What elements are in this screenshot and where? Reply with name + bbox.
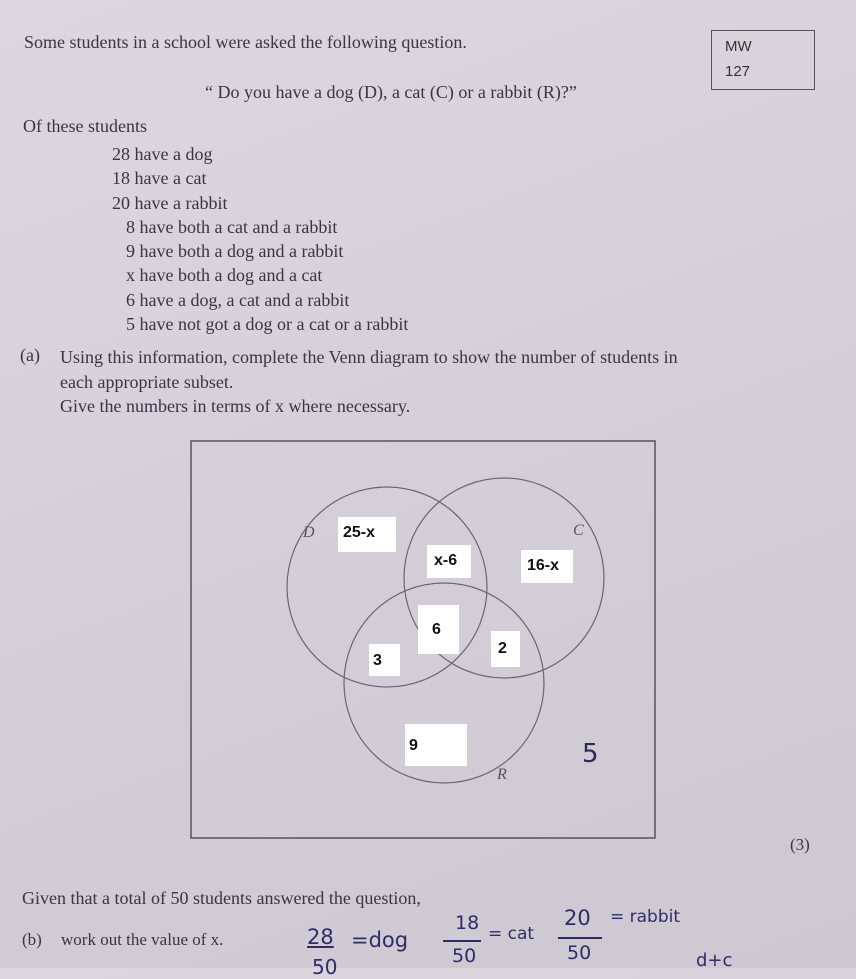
part-a-marks: (3) (790, 835, 810, 854)
region-r-only: 9 (405, 724, 467, 766)
part-a-line-3: Give the numbers in terms of x where necessary. (60, 396, 411, 416)
intro-text: Some students in a school were asked the following question. (24, 32, 467, 52)
region-d-and-r: 3 (369, 644, 400, 676)
part-a-line-1: Using this information, complete the Venn diagram to show the number of students in (60, 347, 678, 367)
region-all-three: 6 (418, 605, 459, 654)
reference-number: 127 (725, 63, 751, 80)
outside-count: 5 (582, 739, 599, 769)
part-b-label: (b) (22, 930, 42, 949)
part-a-line-2: each appropriate subset. (60, 371, 234, 392)
fact-cat: 18 have a cat (112, 168, 207, 189)
fact-dog-cat: x have both a dog and a cat (126, 265, 323, 286)
set-label-r: R (497, 766, 507, 783)
rabbit-fraction-bar (558, 937, 602, 939)
working-extra: d+c (696, 950, 733, 971)
cat-denominator: 50 (452, 945, 477, 967)
rabbit-word: = rabbit (610, 907, 681, 927)
rabbit-denominator: 50 (567, 942, 592, 964)
dog-word: =dog (351, 928, 409, 952)
given-statement: Given that a total of 50 students answered the question, (22, 888, 421, 908)
fact-cat-rabbit: 8 have both a cat and a rabbit (126, 216, 338, 237)
fact-dog: 28 have a dog (112, 144, 213, 164)
part-a-label: (a) (20, 345, 40, 365)
info-lead: Of these students (23, 116, 147, 136)
cat-word: = cat (488, 924, 535, 944)
cat-numerator: 18 (455, 912, 480, 934)
dog-numerator: 28 (307, 925, 334, 949)
rabbit-numerator: 20 (564, 906, 591, 930)
survey-question: “ Do you have a dog (D), a cat (C) or a rabbit (R)?” (205, 82, 577, 102)
region-c-only: 16-x (521, 550, 573, 583)
set-label-d: D (303, 524, 315, 541)
fact-all-three: 6 have a dog, a cat and a rabbit (126, 289, 350, 310)
fact-dog-rabbit: 9 have both a dog and a rabbit (126, 241, 344, 262)
region-d-only: 25-x (338, 517, 396, 552)
part-b-text: work out the value of x. (61, 930, 224, 949)
cat-fraction-bar (443, 940, 481, 942)
reference-code: MW (725, 38, 752, 55)
set-label-c: C (573, 522, 584, 539)
fact-rabbit: 20 have a rabbit (112, 192, 228, 213)
fact-none: 5 have not got a dog or a cat or a rabbit (126, 314, 409, 335)
region-c-and-r: 2 (491, 631, 520, 667)
region-d-and-c: x-6 (427, 545, 471, 578)
dog-denominator: 50 (312, 955, 338, 979)
